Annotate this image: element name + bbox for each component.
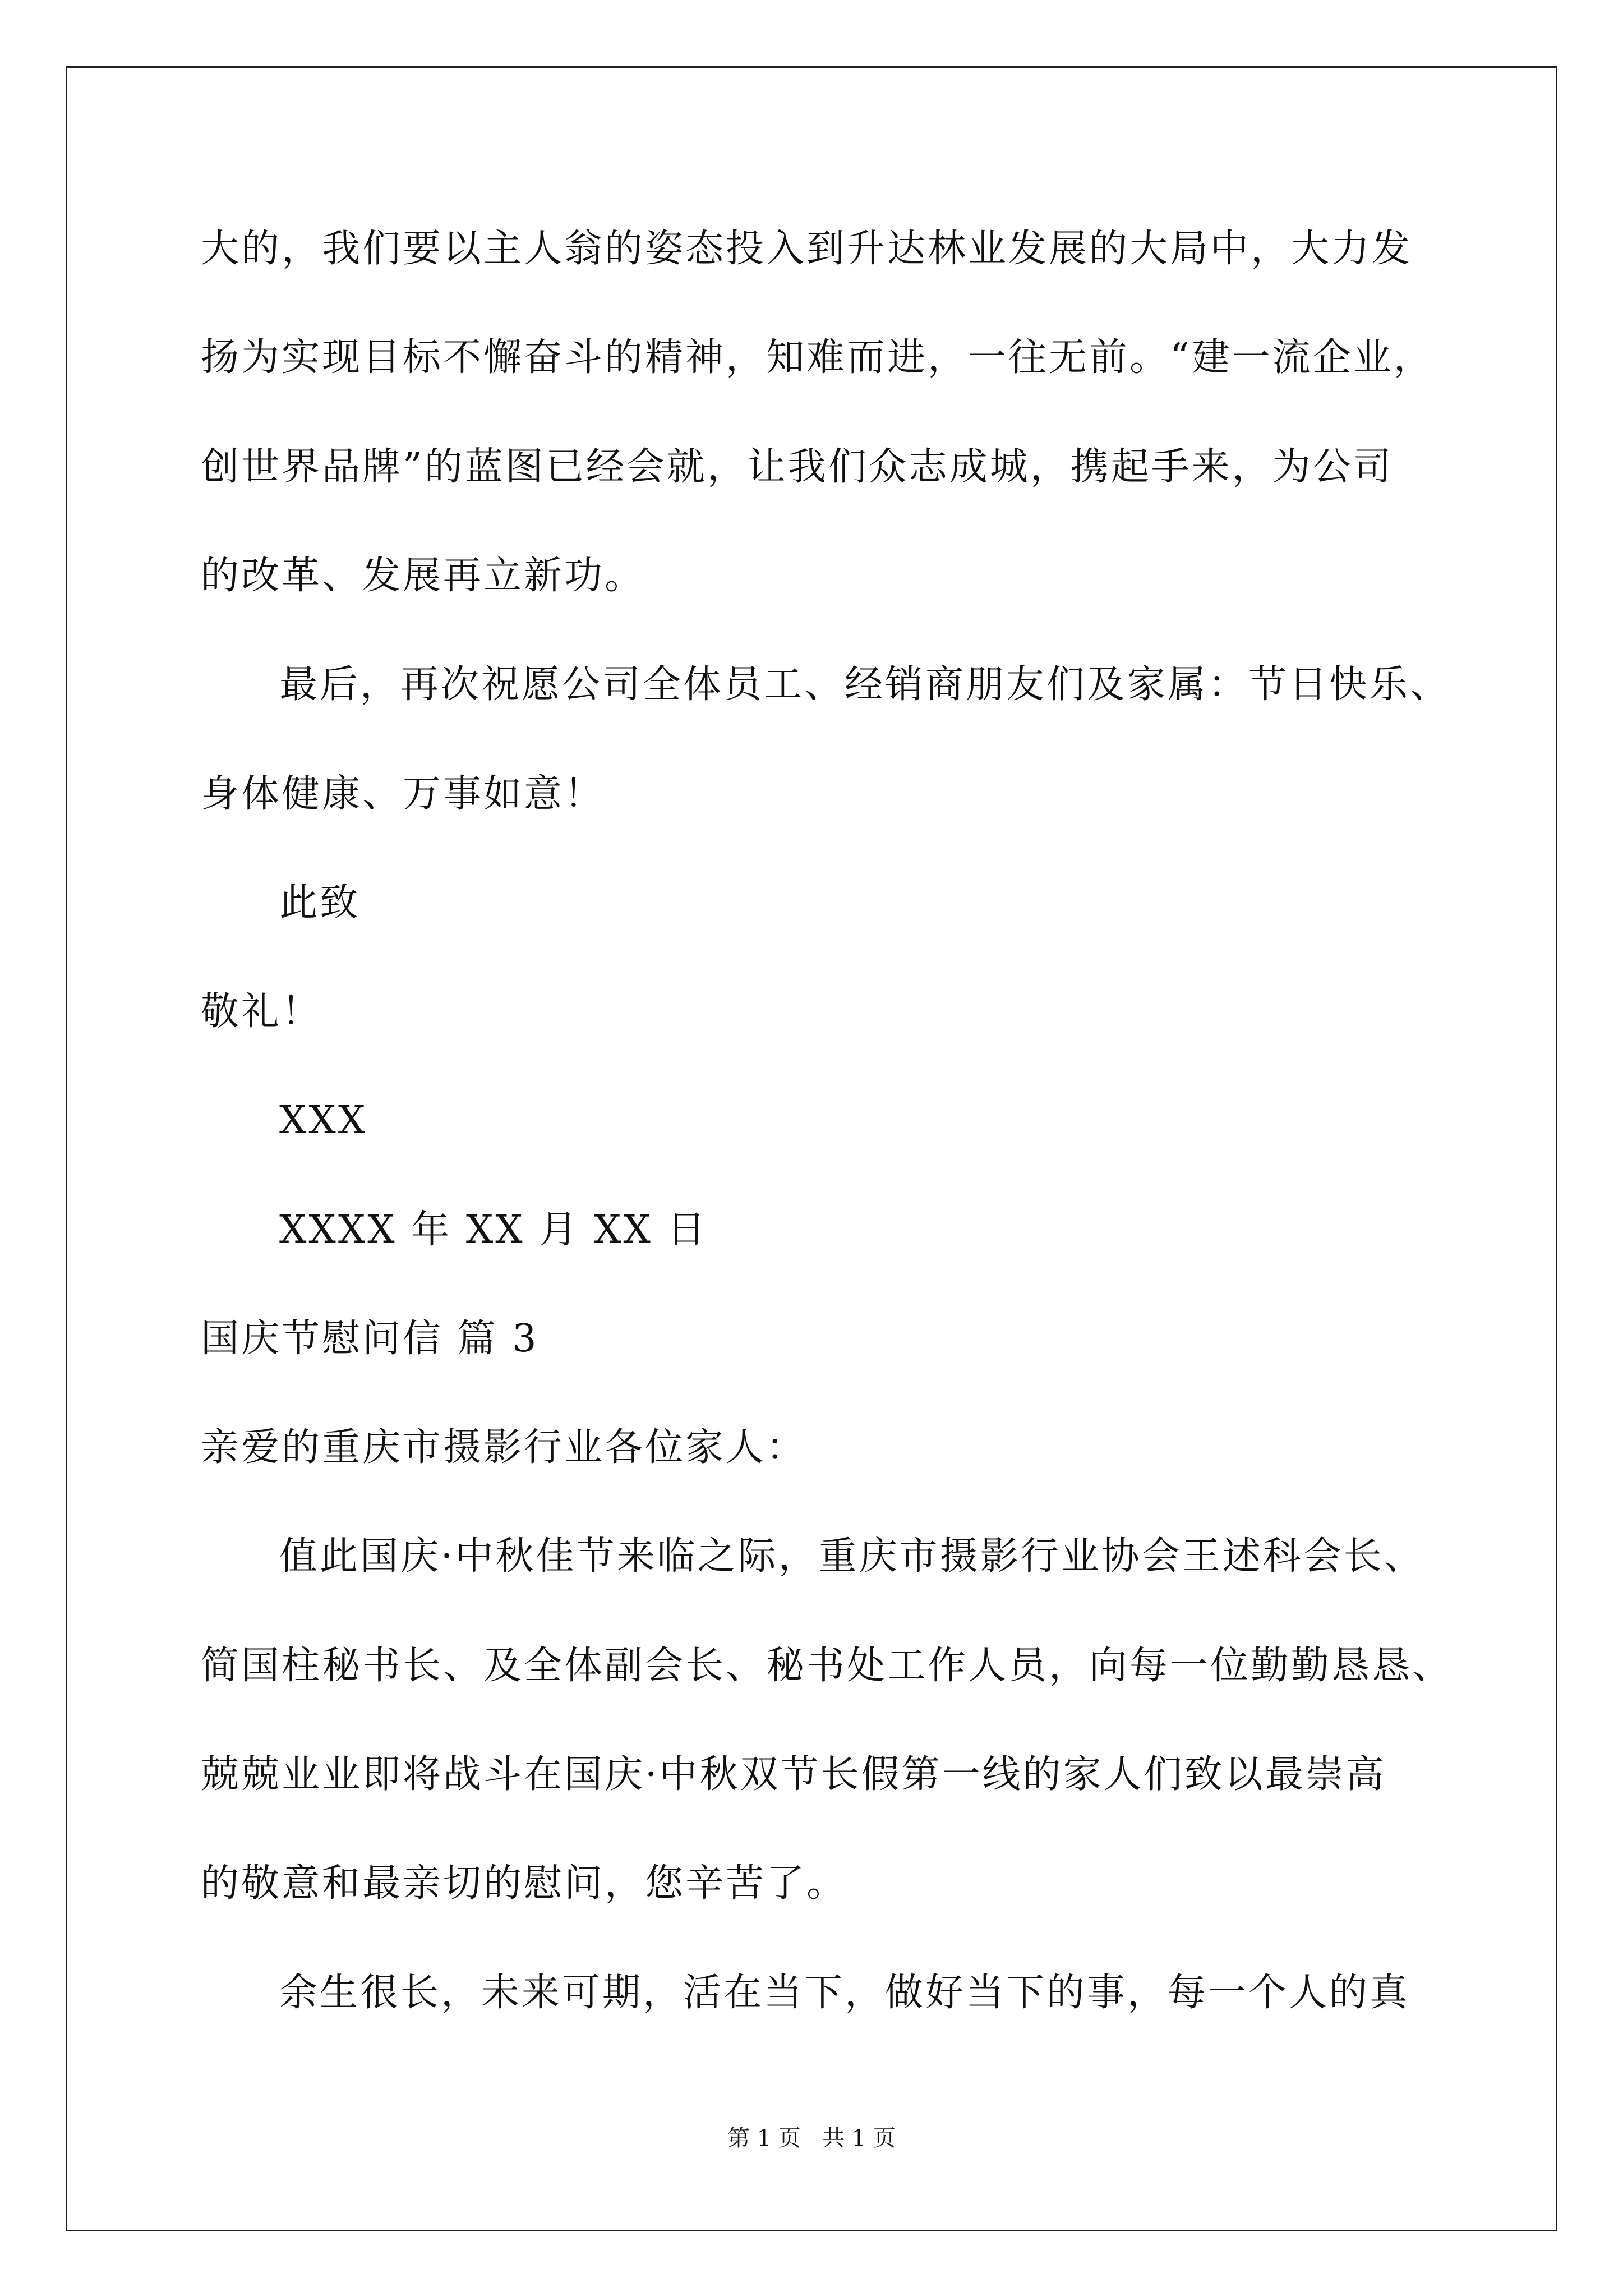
body-line: 大的，我们要以主人翁的姿态投入到升达林业发展的大局中，大力发 [201, 227, 1413, 271]
body-line: 扬为实现目标不懈奋斗的精神，知难而进，一往无前。“建一流企业， [201, 335, 1434, 380]
body-line: 值此国庆·中秋佳节来临之际，重庆市摄影行业协会王述科会长、 [279, 1534, 1424, 1579]
section-heading: 国庆节慰问信 篇 3 [201, 1317, 539, 1361]
page-number-footer: 第 1 页 共 1 页 [727, 2125, 896, 2151]
signature-date: XXXX 年 XX 月 XX 日 [279, 1208, 708, 1252]
body-line: 兢兢业业即将战斗在国庆·中秋双节长假第一线的家人们致以最崇高 [201, 1752, 1386, 1797]
body-line: 创世界品牌”的蓝图已经会就，让我们众志成城，携起手来，为公司 [201, 445, 1394, 489]
body-line: 最后，再次祝愿公司全体员工、经销商朋友们及家属：节日快乐、 [279, 662, 1451, 707]
body-line: 简国柱秘书长、及全体副会长、秘书处工作人员，向每一位勤勤恳恳、 [201, 1644, 1453, 1688]
closing-salutation: 此致 [279, 881, 361, 925]
body-line: 的改革、发展再立新功。 [201, 554, 645, 598]
letter-greeting: 亲爱的重庆市摄影行业各位家人： [201, 1425, 807, 1470]
body-line: 的敬意和最亲切的慰问，您辛苦了。 [201, 1861, 847, 1906]
signature-name: XXX [279, 1098, 368, 1143]
page-border [66, 66, 1557, 2231]
body-line: 身体健康、万事如意！ [201, 772, 605, 816]
closing-regards: 敬礼！ [201, 990, 322, 1034]
body-line: 余生很长，未来可期，活在当下，做好当下的事，每一个人的真 [279, 1971, 1410, 2015]
